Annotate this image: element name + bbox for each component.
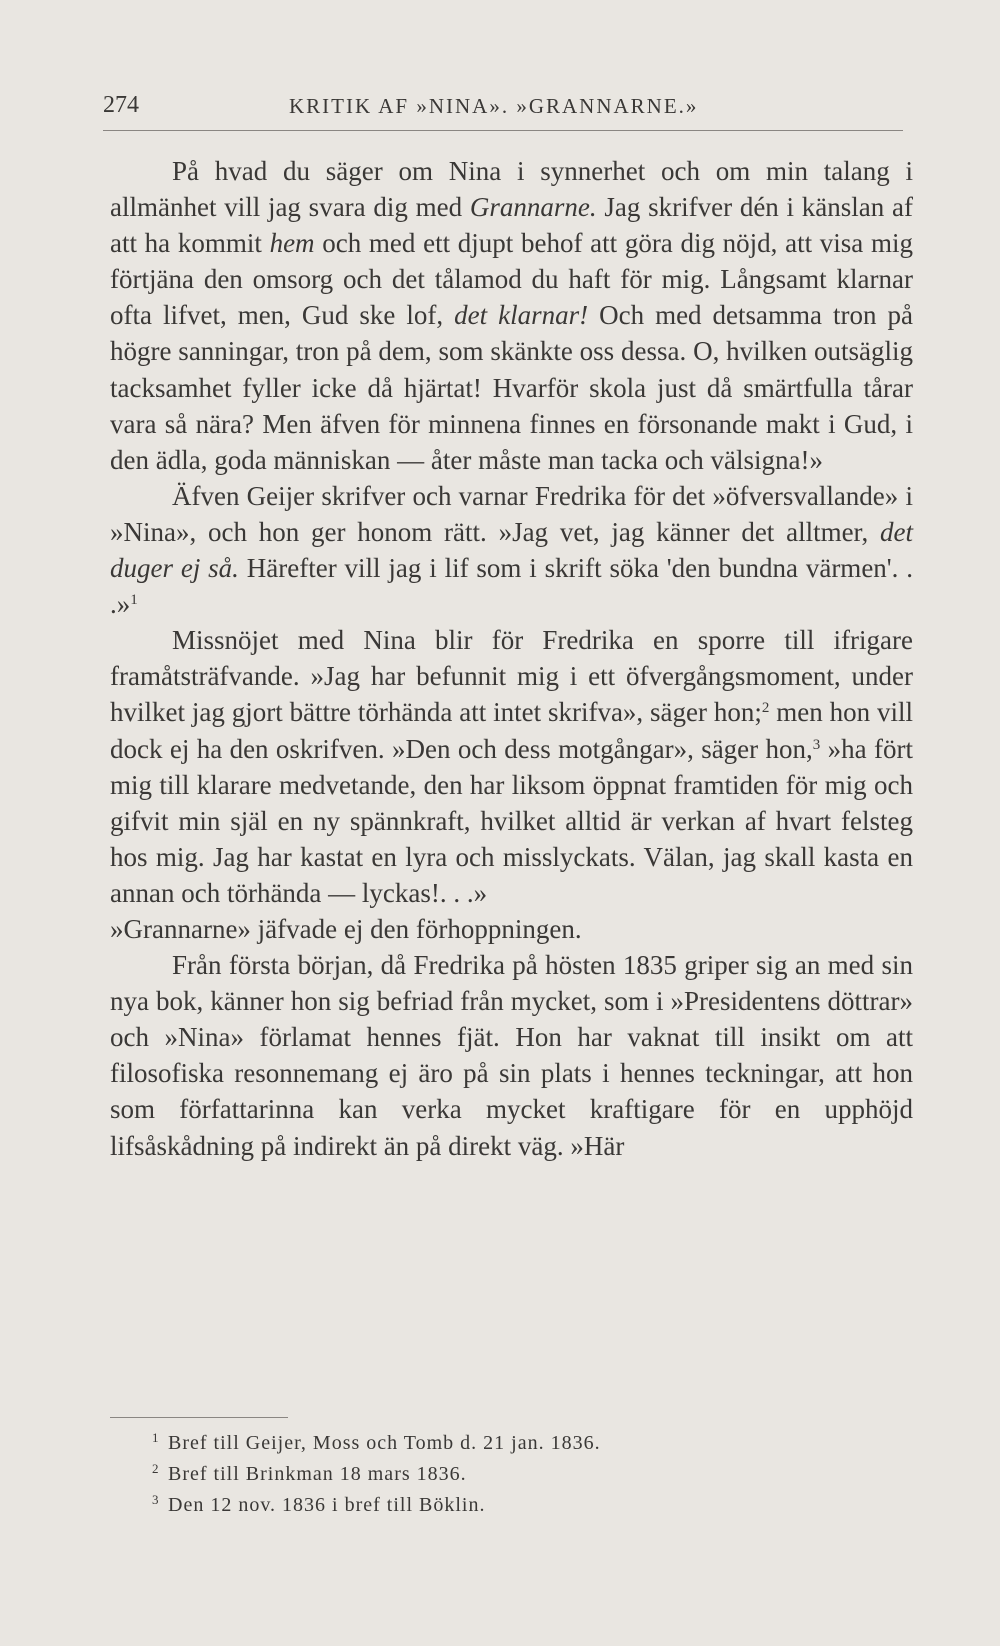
body-text xyxy=(110,153,913,1164)
footnote xyxy=(152,1490,808,1521)
paragraph-1 xyxy=(110,153,913,478)
italic-run: det klarnar! xyxy=(454,300,589,331)
footnote xyxy=(152,1459,808,1490)
footnotes xyxy=(152,1428,808,1521)
text-run: På hvad du säger om Nina i synnerhet och om min talang i allmänhet vill jag svara dig med xyxy=(110,156,913,223)
footnote-marker: 3 xyxy=(812,736,821,753)
italic-run: det duger ej så. xyxy=(110,516,913,584)
running-head xyxy=(103,92,903,122)
paragraph-4: »Grannarne» jäfvade ej den förhoppningen. xyxy=(110,913,582,944)
paragraph-2 xyxy=(110,478,913,622)
text-run: men hon vill dock ej ha den oskrifven. »Den och dess motgångar», säger hon, xyxy=(110,697,913,764)
text-run: Jag skrifver dén i känslan af att ha kommit xyxy=(110,192,913,259)
footnote-number: 3 xyxy=(152,1492,160,1507)
page-number: 274 xyxy=(103,92,139,118)
text-run: Missnöjet med Nina blir för Fredrika en sporre till ifrigare framåtsträfvande. »Jag har befunnit mig i ett öfvergångsmoment, under hvilket jag gjort bättre törhända att intet skrifva», säger hon; xyxy=(110,625,913,728)
footnote-text: Bref till Geijer, Moss och Tomb d. 21 jan. 1836. xyxy=(168,1432,601,1454)
header-rule xyxy=(103,130,903,131)
text-run: och med ett djupt behof att göra dig nöjd, att visa mig förtjäna den omsorg och det tålamod du haft för mig. Långsamt klarnar ofta lifvet, men, Gud ske lof, xyxy=(110,228,913,331)
footnote-text: Den 12 nov. 1836 i bref till Böklin. xyxy=(168,1494,486,1516)
footnote-number: 2 xyxy=(152,1461,160,1476)
text-run: Härefter vill jag i lif som i skrift söka 'den bundna värmen'. . .» xyxy=(110,553,914,620)
paragraph-5: Från första början, då Fredrika på hösten 1835 griper sig an med sin nya bok, känner hon sig befriad från mycket, som i »Presidentens döttrar» och »Nina» förlamat hennes fjät. Hon har vaknat till insikt om att filosofiska resonnemang ej äro på sin plats i hennes teckningar, att hon som författarinna kan verka mycket kraftigare för en upphöjd lifsåskådning på indirekt än på direkt väg. »Här xyxy=(110,950,913,1161)
text-run: Äfven Geijer skrifver och varnar Fredrika för det »öfversvallande» i »Nina», och hon ger honom rätt. »Jag vet, jag känner det alltmer, xyxy=(110,480,913,547)
footnote xyxy=(152,1428,808,1459)
italic-run: hem xyxy=(269,228,315,259)
footnote-marker: 2 xyxy=(761,700,770,717)
text-run: Och med detsamma tron på högre sanningar, tron på dem, som skänkte oss dessa. O, hvilken outsäglig tacksamhet fyller icke då hjärtat! Hvarför skola just då smärtfulla tårar vara så nära? Men äfven för minnena finnes en försonande makt i Gud, i den ädla, goda människan — åter måste man tacka och välsigna!» xyxy=(110,300,913,475)
paragraph-3 xyxy=(110,622,913,911)
footnote-number: 1 xyxy=(152,1430,160,1445)
footnote-text: Bref till Brinkman 18 mars 1836. xyxy=(168,1463,467,1485)
text-run: »ha fört mig till klarare medvetande, den har liksom öppnat framtiden för mig och gifvit min själ en ny spännkraft, hvilket alltid är verkan af hvart felsteg hos mig. Jag har kastat en lyra och misslyckats. Välan, jag skall kasta en annan och törhända — lyckas!. . .» xyxy=(110,733,913,908)
running-title: KRITIK AF »NINA». »GRANNARNE.» xyxy=(289,94,699,118)
italic-run: Grannarne. xyxy=(469,192,597,223)
footnote-marker: 1 xyxy=(130,592,138,609)
footnote-rule xyxy=(110,1417,288,1418)
